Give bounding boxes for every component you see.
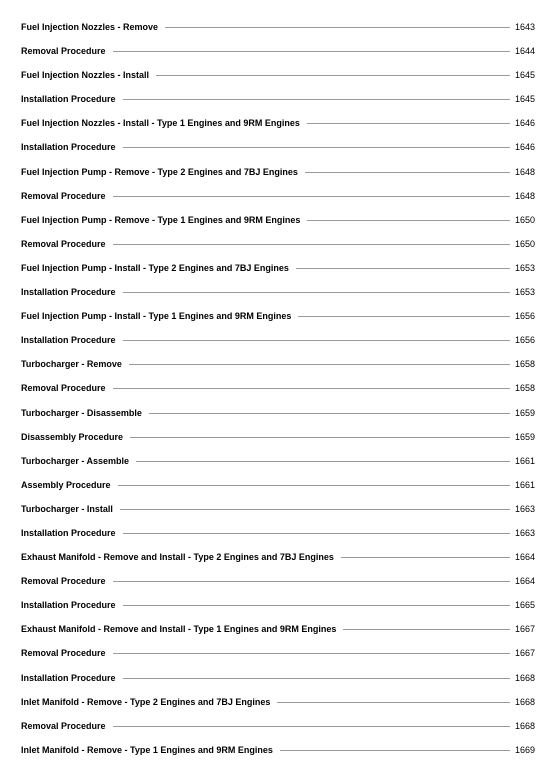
toc-entry[interactable]	[21, 721, 535, 745]
toc-entry-title[interactable]: Fuel Injection Nozzles - Install - Type 1 Engines and 9RM Engines	[21, 118, 300, 129]
toc-entry-page-number: 1663	[514, 527, 535, 538]
toc-entry[interactable]	[21, 480, 535, 504]
toc-entry-page-number: 1658	[514, 383, 535, 394]
toc-entry-page-number: 1656	[514, 311, 535, 322]
toc-entry-page-number: 1656	[514, 335, 535, 346]
dot-leader	[123, 340, 510, 341]
toc-entry[interactable]	[21, 94, 535, 118]
toc-entry-page-number: 1664	[514, 552, 535, 563]
dot-leader	[118, 485, 510, 486]
toc-entry-page-number: 1646	[514, 118, 535, 129]
toc-entry[interactable]	[21, 432, 535, 456]
toc-entry-title[interactable]: Removal Procedure	[21, 238, 106, 249]
toc-entry-page-number: 1661	[514, 455, 535, 466]
toc-entry-title[interactable]: Inlet Manifold - Remove - Type 1 Engines and 9RM Engines	[21, 744, 273, 755]
toc-entry[interactable]	[21, 359, 535, 383]
toc-entry-title[interactable]: Inlet Manifold - Remove - Type 2 Engines and 7BJ Engines	[21, 696, 271, 707]
toc-entry-page-number: 1659	[514, 407, 535, 418]
toc-entry[interactable]	[21, 118, 535, 142]
toc-entry-page-number: 1646	[514, 142, 535, 153]
toc-entry-title[interactable]: Turbocharger - Install	[21, 503, 113, 514]
toc-entry[interactable]	[21, 504, 535, 528]
table-of-contents	[21, 22, 535, 769]
toc-entry-title[interactable]: Installation Procedure	[21, 287, 116, 298]
dot-leader	[307, 123, 510, 124]
dot-leader	[156, 75, 510, 76]
toc-entry[interactable]	[21, 287, 535, 311]
toc-entry[interactable]	[21, 528, 535, 552]
toc-entry-title[interactable]: Disassembly Procedure	[21, 431, 124, 442]
toc-entry[interactable]	[21, 745, 535, 769]
dot-leader	[305, 172, 510, 173]
toc-entry-title[interactable]: Installation Procedure	[21, 94, 116, 105]
toc-entry-page-number: 1650	[514, 214, 535, 225]
dot-leader	[113, 244, 510, 245]
dot-leader	[165, 27, 510, 28]
toc-entry-page-number: 1653	[514, 287, 535, 298]
toc-entry-page-number: 1653	[514, 262, 535, 273]
toc-entry-title[interactable]: Fuel Injection Pump - Install - Type 2 Engines and 7BJ Engines	[21, 262, 289, 273]
toc-entry-page-number: 1669	[514, 744, 535, 755]
toc-entry-title[interactable]: Removal Procedure	[21, 46, 106, 57]
toc-entry-page-number: 1644	[514, 46, 535, 57]
toc-entry[interactable]	[21, 648, 535, 672]
dot-leader	[298, 316, 510, 317]
toc-entry[interactable]	[21, 600, 535, 624]
toc-entry[interactable]	[21, 142, 535, 166]
toc-entry[interactable]	[21, 408, 535, 432]
toc-entry[interactable]	[21, 239, 535, 263]
toc-entry[interactable]	[21, 22, 535, 46]
toc-entry-page-number: 1667	[514, 624, 535, 635]
toc-entry-title[interactable]: Installation Procedure	[21, 672, 116, 683]
dot-leader	[136, 461, 510, 462]
dot-leader	[113, 653, 510, 654]
toc-entry[interactable]	[21, 46, 535, 70]
toc-entry-title[interactable]: Installation Procedure	[21, 142, 116, 153]
toc-entry[interactable]	[21, 697, 535, 721]
toc-entry-title[interactable]: Removal Procedure	[21, 190, 106, 201]
dot-leader	[123, 605, 510, 606]
toc-entry-page-number: 1667	[514, 648, 535, 659]
toc-entry[interactable]	[21, 70, 535, 94]
dot-leader	[307, 220, 510, 221]
toc-entry-title[interactable]: Turbocharger - Disassemble	[21, 407, 142, 418]
toc-entry-page-number: 1661	[514, 479, 535, 490]
toc-entry[interactable]	[21, 673, 535, 697]
toc-entry-title[interactable]: Exhaust Manifold - Remove and Install - Type 2 Engines and 7BJ Engines	[21, 552, 334, 563]
toc-entry[interactable]	[21, 624, 535, 648]
toc-entry-title[interactable]: Assembly Procedure	[21, 479, 111, 490]
dot-leader	[341, 557, 510, 558]
toc-entry-page-number: 1668	[514, 672, 535, 683]
dot-leader	[113, 388, 510, 389]
toc-entry-title[interactable]: Fuel Injection Nozzles - Remove	[21, 22, 159, 32]
toc-entry-page-number: 1648	[514, 166, 535, 177]
toc-entry-title[interactable]: Removal Procedure	[21, 383, 106, 394]
toc-entry[interactable]	[21, 552, 535, 576]
toc-entry-title[interactable]: Removal Procedure	[21, 648, 106, 659]
dot-leader	[280, 750, 510, 751]
toc-entry-title[interactable]: Fuel Injection Pump - Install - Type 1 Engines and 9RM Engines	[21, 311, 292, 322]
toc-entry-title[interactable]: Installation Procedure	[21, 527, 116, 538]
toc-entry-page-number: 1665	[514, 600, 535, 611]
toc-entry[interactable]	[21, 311, 535, 335]
toc-entry[interactable]	[21, 191, 535, 215]
toc-entry[interactable]	[21, 335, 535, 359]
dot-leader	[277, 702, 510, 703]
dot-leader	[113, 51, 510, 52]
toc-entry-page-number: 1668	[514, 720, 535, 731]
toc-entry-title[interactable]: Installation Procedure	[21, 335, 116, 346]
toc-entry-title[interactable]: Removal Procedure	[21, 576, 106, 587]
toc-entry-page-number: 1645	[514, 94, 535, 105]
toc-entry-page-number: 1650	[514, 238, 535, 249]
toc-entry-title[interactable]: Removal Procedure	[21, 720, 106, 731]
toc-entry-page-number: 1668	[514, 696, 535, 707]
toc-entry-page-number: 1659	[514, 431, 535, 442]
toc-entry-page-number: 1664	[514, 576, 535, 587]
toc-entry-title[interactable]: Fuel Injection Nozzles - Install	[21, 70, 150, 81]
toc-entry[interactable]	[21, 167, 535, 191]
toc-entry[interactable]	[21, 215, 535, 239]
toc-entry-page-number: 1658	[514, 359, 535, 370]
dot-leader	[123, 99, 510, 100]
toc-entry-title[interactable]: Turbocharger - Remove	[21, 359, 122, 370]
toc-entry-page-number: 1663	[514, 503, 535, 514]
dot-leader	[113, 196, 510, 197]
dot-leader	[149, 413, 510, 414]
toc-entry-page-number: 1643	[514, 22, 535, 32]
dot-leader	[123, 147, 510, 148]
toc-entry-page-number: 1648	[514, 190, 535, 201]
dot-leader	[130, 437, 510, 438]
dot-leader	[123, 533, 510, 534]
toc-entry-title[interactable]: Fuel Injection Pump - Remove - Type 1 Engines and 9RM Engines	[21, 214, 301, 225]
dot-leader	[113, 726, 510, 727]
dot-leader	[113, 581, 510, 582]
toc-entry[interactable]	[21, 456, 535, 480]
dot-leader	[123, 678, 510, 679]
toc-entry[interactable]	[21, 263, 535, 287]
dot-leader	[120, 509, 510, 510]
toc-entry[interactable]	[21, 383, 535, 407]
toc-entry[interactable]	[21, 576, 535, 600]
toc-entry-page-number: 1645	[514, 70, 535, 81]
toc-entry-title[interactable]: Installation Procedure	[21, 600, 116, 611]
dot-leader	[296, 268, 510, 269]
dot-leader	[129, 364, 510, 365]
toc-entry-title[interactable]: Turbocharger - Assemble	[21, 455, 130, 466]
toc-entry-title[interactable]: Exhaust Manifold - Remove and Install - Type 1 Engines and 9RM Engines	[21, 624, 337, 635]
dot-leader	[343, 629, 510, 630]
toc-entry-title[interactable]: Fuel Injection Pump - Remove - Type 2 Engines and 7BJ Engines	[21, 166, 298, 177]
dot-leader	[123, 292, 510, 293]
